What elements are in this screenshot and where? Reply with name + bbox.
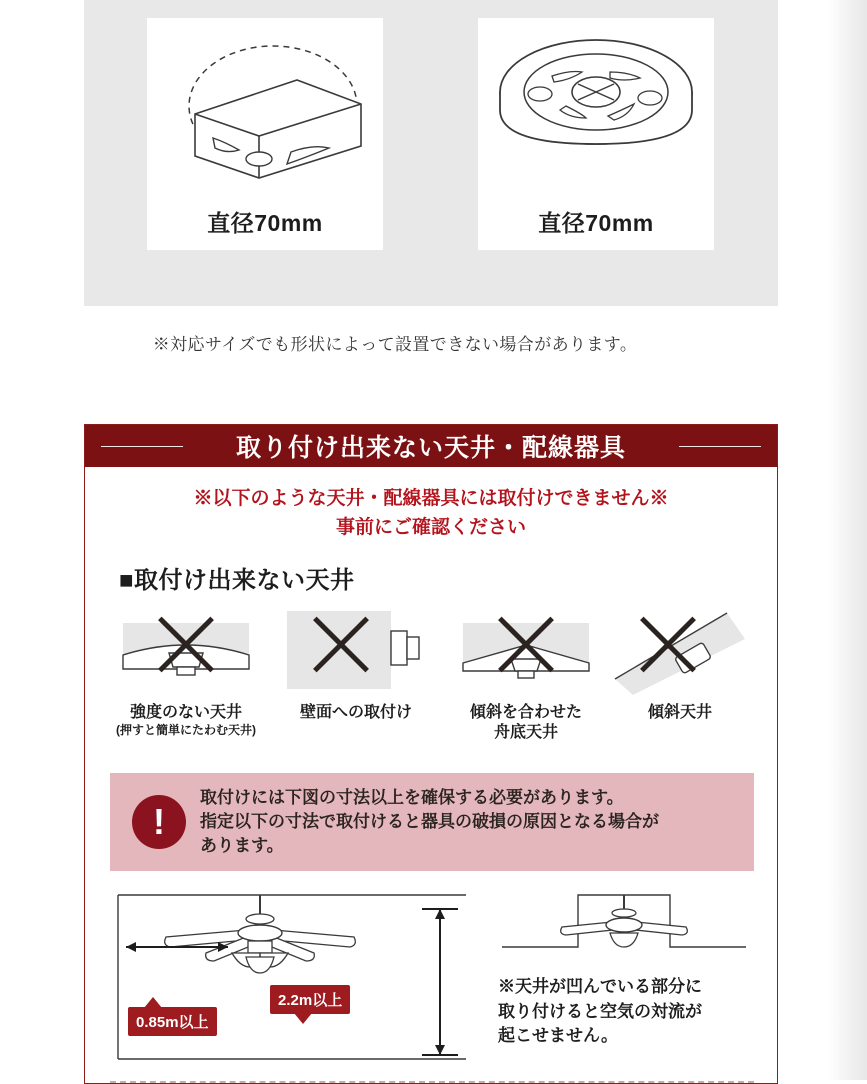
figure-label-main: 傾斜天井 bbox=[647, 704, 712, 721]
figure-label-sub: 舟底天井 bbox=[493, 724, 558, 741]
caution-line-2: 指定以下の寸法で取付けると器具の破損の原因となる場合が bbox=[200, 811, 659, 831]
wall-mount-illustration bbox=[281, 605, 431, 697]
figure-label-main: 壁面への取付け bbox=[299, 704, 412, 721]
clearance-diagram bbox=[110, 887, 754, 1072]
figure-label-sub: (押すと簡単にたわむ天井) bbox=[116, 723, 256, 737]
card-header bbox=[85, 425, 777, 467]
dimension-vertical-tag bbox=[270, 985, 350, 1014]
photo-caption-rectangular: 直径70mm bbox=[207, 210, 323, 236]
page-edge-shadow bbox=[827, 0, 867, 1080]
incompatible-figures bbox=[85, 605, 777, 755]
recessed-note-line-1: ※天井が凹んでいる部分に bbox=[498, 977, 702, 996]
sub-heading: ■取付け出来ない天井 bbox=[119, 567, 355, 594]
ceiling-rosette-round-illustration bbox=[478, 18, 714, 198]
figure-label bbox=[605, 703, 755, 723]
figure-weak-ceiling bbox=[111, 605, 261, 738]
figure-label bbox=[111, 703, 261, 738]
boat-bottom-ceiling-illustration bbox=[451, 605, 601, 697]
recessed-ceiling-note bbox=[498, 975, 702, 1049]
dimension-tag-tail bbox=[294, 1013, 312, 1024]
dimension-vertical-value: 2.2m以上 bbox=[278, 992, 343, 1009]
recessed-note-line-3: 起こせません。 bbox=[498, 1026, 619, 1046]
header-rule-left bbox=[101, 446, 183, 447]
caution-box bbox=[110, 773, 754, 871]
cross-mark-icon bbox=[489, 607, 563, 681]
caution-line-3: あります。 bbox=[200, 836, 284, 856]
header-rule-right bbox=[679, 446, 761, 447]
warning-line-2: 事前にご確認ください bbox=[335, 516, 526, 538]
figure-sloped-ceiling bbox=[605, 605, 755, 723]
warning-line-1: ※以下のような天井・配線器具には取付けできません※ bbox=[193, 488, 669, 509]
figure-label bbox=[281, 703, 431, 723]
ceiling-rosette-rectangular-illustration bbox=[147, 18, 383, 198]
figure-wall-mount bbox=[281, 605, 431, 723]
card-header-title: 取り付け出来ない天井・配線器具 bbox=[235, 434, 626, 462]
cross-mark-icon bbox=[631, 607, 705, 681]
cross-mark-icon bbox=[149, 607, 223, 681]
exclamation-icon: ! bbox=[132, 795, 186, 849]
compatible-sizes-panel bbox=[84, 0, 778, 306]
photo-card-round bbox=[478, 18, 714, 250]
warning-block bbox=[85, 485, 777, 542]
figure-label bbox=[451, 703, 601, 743]
dimension-horizontal-value: 0.85m以上 bbox=[136, 1014, 209, 1031]
photo-card-rectangular bbox=[147, 18, 383, 250]
caution-text bbox=[200, 786, 659, 858]
sloped-ceiling-illustration bbox=[605, 605, 755, 697]
photo-caption-round: 直径70mm bbox=[538, 210, 654, 236]
dimension-tag-tail bbox=[144, 997, 162, 1008]
caution-line-1: 取付けには下図の寸法以上を確保する必要があります。 bbox=[200, 787, 624, 807]
figure-boat-bottom-ceiling bbox=[451, 605, 601, 743]
figure-label-main: 傾斜を合わせた bbox=[469, 704, 582, 721]
recessed-note-line-2: 取り付けると空気の対流が bbox=[498, 1001, 702, 1021]
figure-label-main: 強度のない天井 bbox=[129, 704, 242, 721]
dimension-horizontal-tag bbox=[128, 1007, 217, 1036]
section-divider bbox=[110, 1081, 754, 1083]
incompatible-ceiling-card bbox=[84, 424, 778, 1084]
weak-ceiling-illustration bbox=[111, 605, 261, 697]
size-note: ※対応サイズでも形状によって設置できない場合があります。 bbox=[152, 335, 638, 354]
cross-mark-icon bbox=[304, 607, 378, 681]
